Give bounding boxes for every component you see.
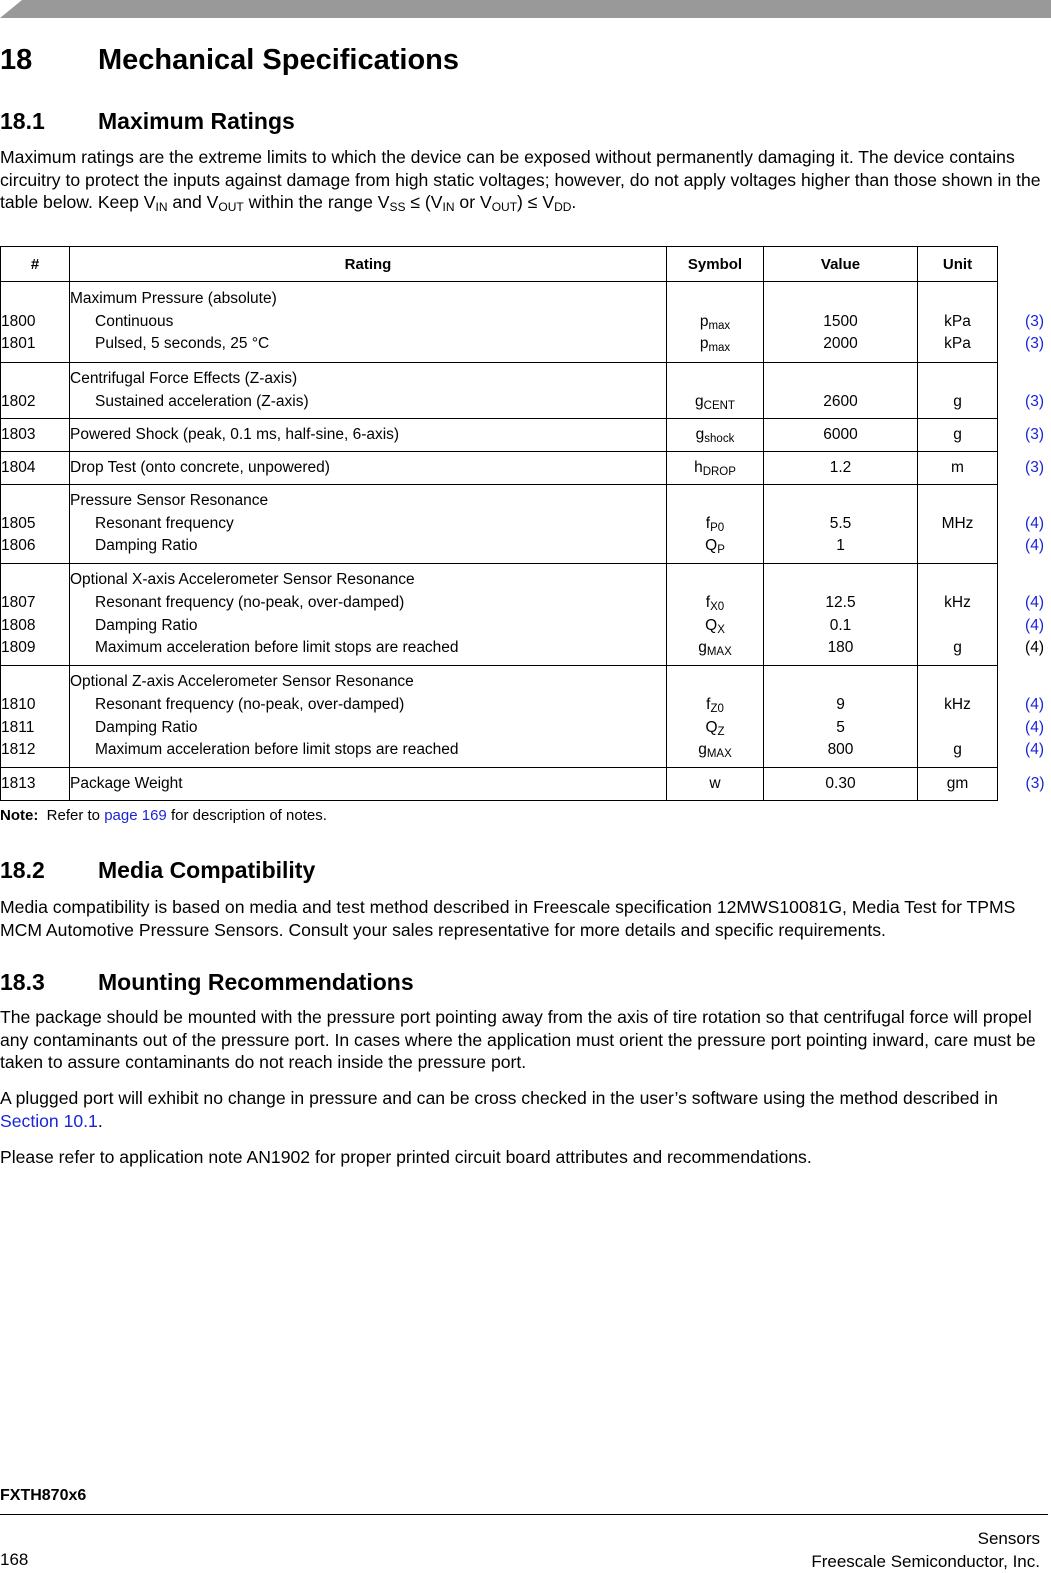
maximum-ratings-table bbox=[0, 246, 1047, 801]
footer-page-number: 168 bbox=[0, 1550, 29, 1569]
table-header-row bbox=[1, 247, 1047, 282]
mounting-paragraph-1: The package should be mounted with the pressure port pointing away from the axis of tire rotation so that centrifugal force will propel any contaminants out of the pressure port. In cases where the application must orient the pressure port pointing inward, care must be taken to assure contaminants do not reach inside the pressure port. bbox=[0, 1007, 1036, 1072]
table-row: 1804 Drop Test (onto concrete, unpowered) $h_{DROP}$ 1.2 m (3) bbox=[1, 452, 1047, 485]
note-link[interactable]: (3) bbox=[1025, 774, 1045, 792]
note-text: (4) bbox=[1025, 639, 1044, 657]
col-header-unit: Unit bbox=[918, 247, 998, 282]
mounting-paragraph-3: Please refer to application note AN1902 for proper printed circuit board attributes and recommendations. bbox=[0, 1147, 812, 1167]
section-heading-media-compatibility: 18.2 Media Compatibility bbox=[0, 857, 316, 883]
section-link[interactable]: Section 10.1 bbox=[0, 1110, 98, 1131]
col-header-rating: Rating bbox=[70, 247, 667, 282]
table-row: 1805 1806 Pressure Sensor Resonance Resonant frequency Damping Ratio $f_{P0}$ $Q_P$ 5.5 1 MHz (4) (4) bbox=[1, 485, 1047, 564]
table-row: 1803 Powered Shock (peak, 0.1 ms, half-sine, 6-axis) $g_{shock}$ 6000 g (3) bbox=[1, 419, 1047, 452]
table-row: 1802 Centrifugal Force Effects (Z-axis) Sustained acceleration (Z-axis) $g_{CENT}$ 2600 g (3) bbox=[1, 363, 1047, 419]
table-row: 1810 1811 1812 Optional Z-axis Accelerometer Sensor Resonance Resonant frequency (no-peak, over-damped) Damping Ratio Maximum acceleration before limit stops are reached $f_{Z0}$ $Q_Z$ $g_{MAX}$ 9 5 800 kHz g (4) (4) (4) bbox=[1, 666, 1047, 768]
note-link[interactable]: (3) bbox=[1025, 392, 1044, 410]
note-link[interactable]: (3) bbox=[1025, 425, 1044, 443]
mounting-paragraph-2: A plugged port will exhibit no change in pressure and can be cross checked in the user’s software using the method described in Section 10.1. bbox=[0, 1088, 998, 1131]
maximum-ratings-paragraph: Maximum ratings are the extreme limits to which the device can be exposed without permanently damaging it. The device contains circuitry to protect the inputs against damage from high static voltages; however, do not apply voltages higher than those shown in the table below. Keep $V_{IN}$ and $V_{OUT}$ within the range $V_{SS} \le (V_{IN}$ or $V_{OUT}) \le V_{DD}$. bbox=[0, 147, 1041, 214]
section-heading-maximum-ratings: 18.1 Maximum Ratings bbox=[0, 108, 295, 134]
table-row: 1800 1801 Maximum Pressure (absolute) Continuous Pulsed, 5 seconds, 25 °C $p_{max}$ $p_{max}$ 1500 2000 kPa kPa (3) (3) bbox=[1, 282, 1047, 363]
note-link[interactable]: (4) bbox=[1025, 718, 1044, 736]
note-link[interactable]: (3) bbox=[1025, 458, 1044, 476]
note-link[interactable]: (4) bbox=[1025, 741, 1044, 759]
col-header-num: # bbox=[1, 247, 70, 282]
media-compatibility-paragraph: Media compatibility is based on media and test method described in Freescale specification 12MWS10081G, Media Test for TPMS MCM Automotive Pressure Sensors. Consult your sales representative for more details and specific requirements. bbox=[0, 897, 1016, 940]
note-link[interactable]: (4) bbox=[1025, 695, 1044, 713]
chapter-heading: 18 Mechanical Specifications bbox=[0, 44, 460, 76]
note-link[interactable]: (4) bbox=[1025, 537, 1044, 555]
note-link[interactable]: (4) bbox=[1025, 593, 1044, 611]
note-link[interactable]: (3) bbox=[1025, 312, 1044, 330]
col-header-value: Value bbox=[764, 247, 918, 282]
note-link[interactable]: (3) bbox=[1025, 335, 1044, 353]
page-link[interactable]: page 169 bbox=[104, 807, 167, 824]
table-row: 1813 Package Weight w 0.30 gm (3) bbox=[1, 768, 1047, 801]
table-row: 1807 1808 1809 Optional X-axis Accelerometer Sensor Resonance Resonant frequency (no-peak, over-damped) Damping Ratio Maximum acceleration before limit stops are reached $f_{X0}$ $Q_X$ $g_{MAX}$ 12.5 0.1 180 kHz g (4) (4) (4) bbox=[1, 564, 1047, 666]
footer-divider bbox=[0, 1514, 1048, 1515]
footer-publisher: Sensors Freescale Semiconductor, Inc. bbox=[811, 1529, 1040, 1571]
header-bar bbox=[0, 0, 1051, 18]
col-header-symbol: Symbol bbox=[667, 247, 764, 282]
note-link[interactable]: (4) bbox=[1025, 616, 1044, 634]
note-link[interactable]: (4) bbox=[1025, 514, 1044, 532]
footer-document-id: FXTH870x6 bbox=[0, 1487, 87, 1504]
section-heading-mounting-recommendations: 18.3 Mounting Recommendations bbox=[0, 969, 414, 995]
table-note: Note: Refer to page 169 for description of notes. bbox=[0, 807, 327, 824]
